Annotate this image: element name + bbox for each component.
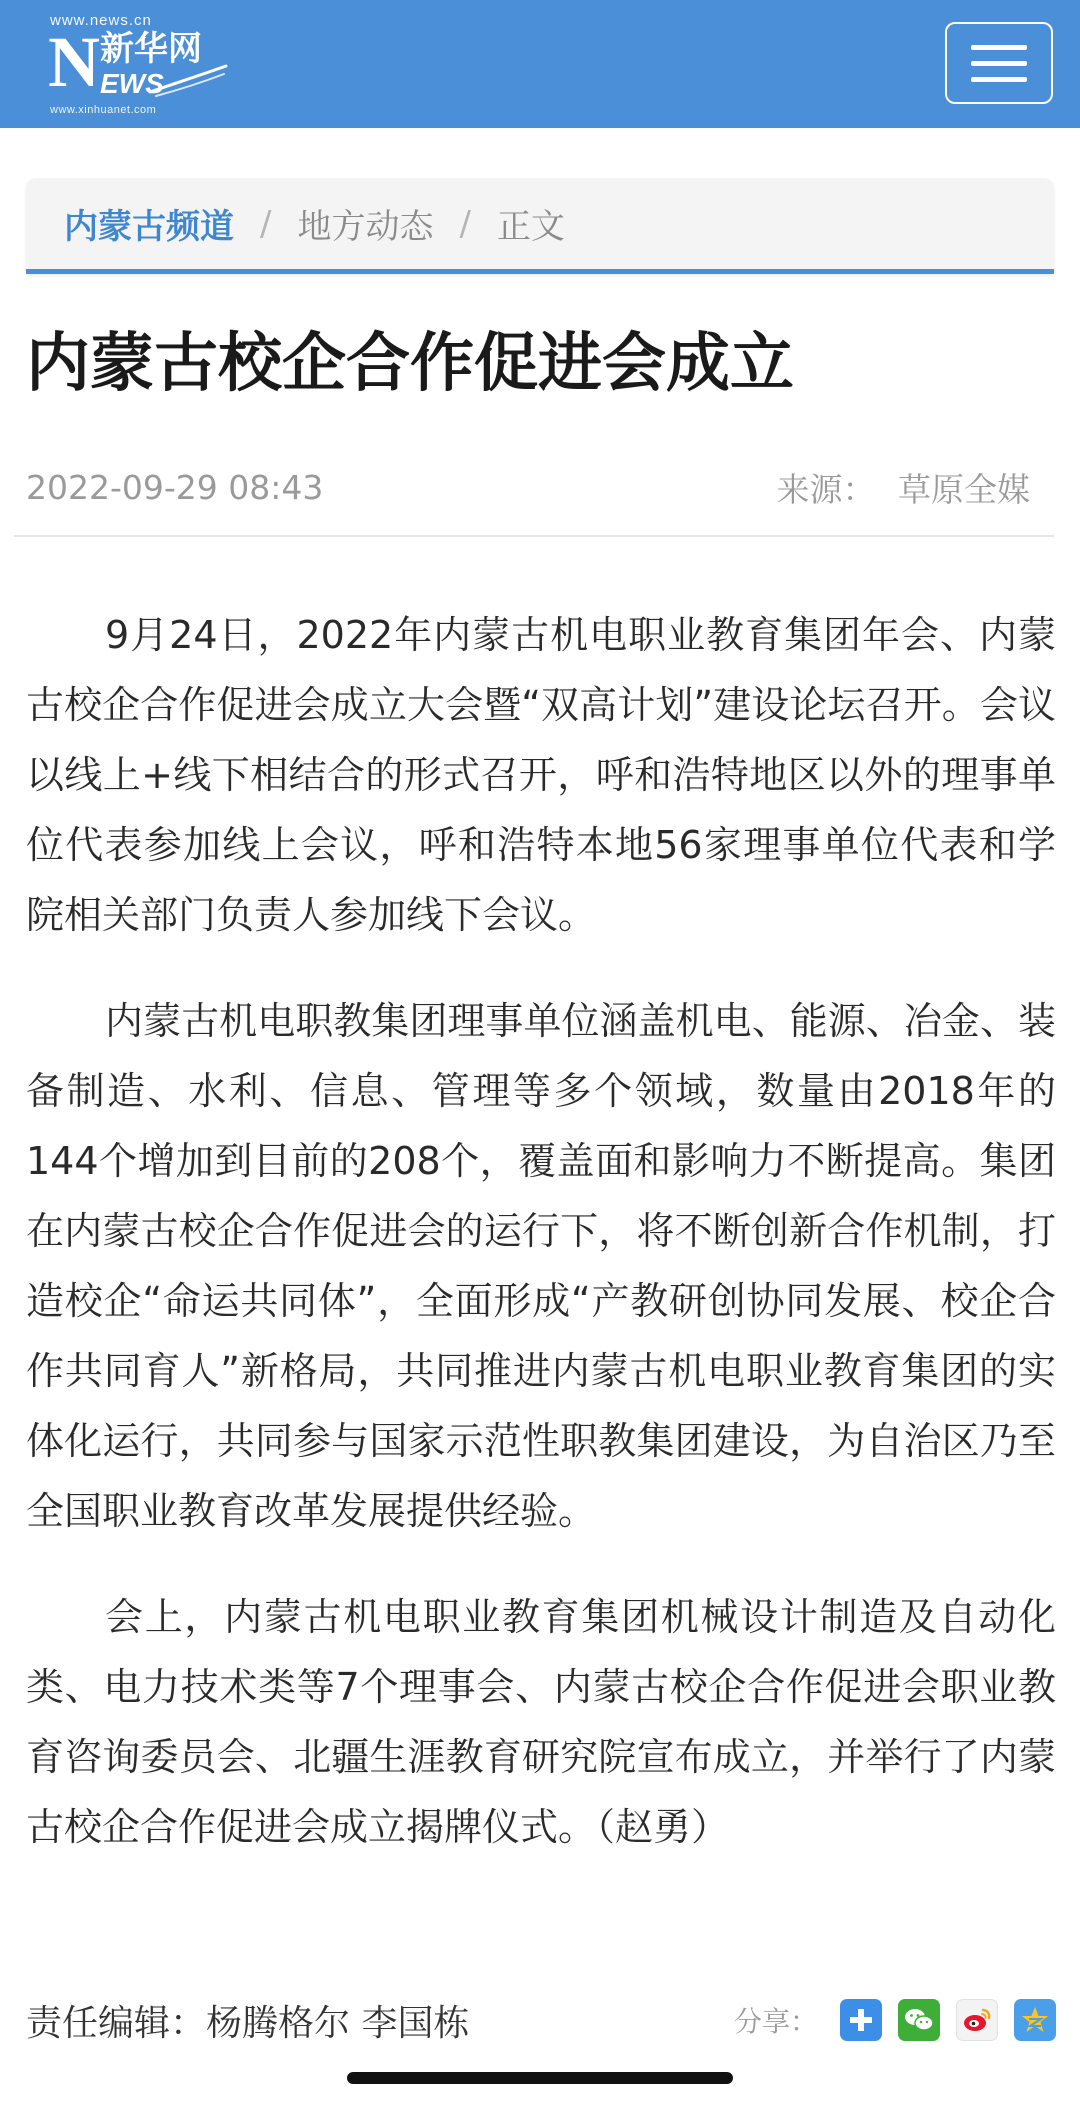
hamburger-icon bbox=[971, 45, 1027, 50]
article-title: 内蒙古校企合作促进会成立 bbox=[26, 327, 794, 401]
article-body bbox=[26, 600, 1056, 1898]
source-name: 草原全媒 bbox=[898, 469, 1030, 509]
hamburger-icon bbox=[971, 77, 1027, 82]
hamburger-icon bbox=[971, 61, 1027, 66]
breadcrumb-separator: / bbox=[260, 203, 272, 244]
breadcrumb-local-news-link[interactable]: 地方动态 bbox=[297, 207, 434, 247]
responsible-editor: 责任编辑：杨腾格尔 李国栋 bbox=[26, 2002, 470, 2044]
breadcrumb-separator: / bbox=[459, 203, 471, 244]
article-meta bbox=[26, 462, 1030, 512]
wechat-icon[interactable] bbox=[898, 1999, 940, 2041]
logo-swoosh-icon bbox=[148, 62, 228, 98]
share-label: 分享： bbox=[733, 2005, 818, 2038]
xinhuanet-logo[interactable] bbox=[48, 12, 218, 117]
logo-letter-n: N bbox=[48, 22, 100, 102]
breadcrumb bbox=[26, 178, 1054, 274]
meta-divider bbox=[14, 535, 1054, 537]
breadcrumb-channel-link[interactable]: 内蒙古频道 bbox=[64, 207, 234, 247]
publish-datetime: 2022-09-29 08:43 bbox=[26, 467, 324, 507]
top-header bbox=[0, 0, 1080, 128]
article-paragraph: 9月24日，2022年内蒙古机电职业教育集团年会、内蒙古校企合作促进会成立大会暨“双高计划”建设论坛召开。会议以线上+线下相结合的形式召开，呼和浩特地区以外的理事单位代表参加线上会议，呼和浩特本地56家理事单位代表和学院相关部门负责人参加线下会议。 bbox=[26, 613, 1056, 937]
share-bar bbox=[734, 1999, 1056, 2041]
plus-share-icon[interactable] bbox=[840, 1999, 882, 2041]
article-footer bbox=[26, 1990, 1056, 2050]
logo-letters-ews: EWS bbox=[100, 68, 164, 99]
article-paragraph: 会上，内蒙古机电职业教育集团机械设计制造及自动化类、电力技术类等7个理事会、内蒙古校企合作促进会职业教育咨询委员会、北疆生涯教育研究院宣布成立，并举行了内蒙古校企合作促进会成立揭牌仪式。（赵勇） bbox=[26, 1595, 1056, 1849]
logo-url-bottom: www.xinhuanet.com bbox=[50, 104, 157, 116]
article-source bbox=[777, 464, 1031, 511]
breadcrumb-current: 正文 bbox=[496, 207, 565, 247]
logo-url-top: www.news.cn bbox=[50, 12, 152, 29]
weibo-icon[interactable] bbox=[956, 1999, 998, 2041]
qzone-icon[interactable] bbox=[1014, 1999, 1056, 2041]
source-label: 来源： bbox=[776, 469, 876, 509]
article-paragraph: 内蒙古机电职教集团理事单位涵盖机电、能源、冶金、装备制造、水利、信息、管理等多个领域，数量由2018年的144个增加到目前的208个，覆盖面和影响力不断提高。集团在内蒙古校企合作促进会的运行下，将不断创新合作机制，打造校企“命运共同体”，全面形成“产教研创协同发展、校企合作共同育人”新格局，共同推进内蒙古机电职业教育集团的实体化运行，共同参与国家示范性职教集团建设，为自治区乃至全国职业教育改革发展提供经验。 bbox=[26, 999, 1056, 1533]
logo-chinese-name: 新华网 bbox=[100, 29, 202, 69]
home-indicator[interactable] bbox=[347, 2072, 733, 2084]
menu-button[interactable] bbox=[945, 22, 1053, 104]
